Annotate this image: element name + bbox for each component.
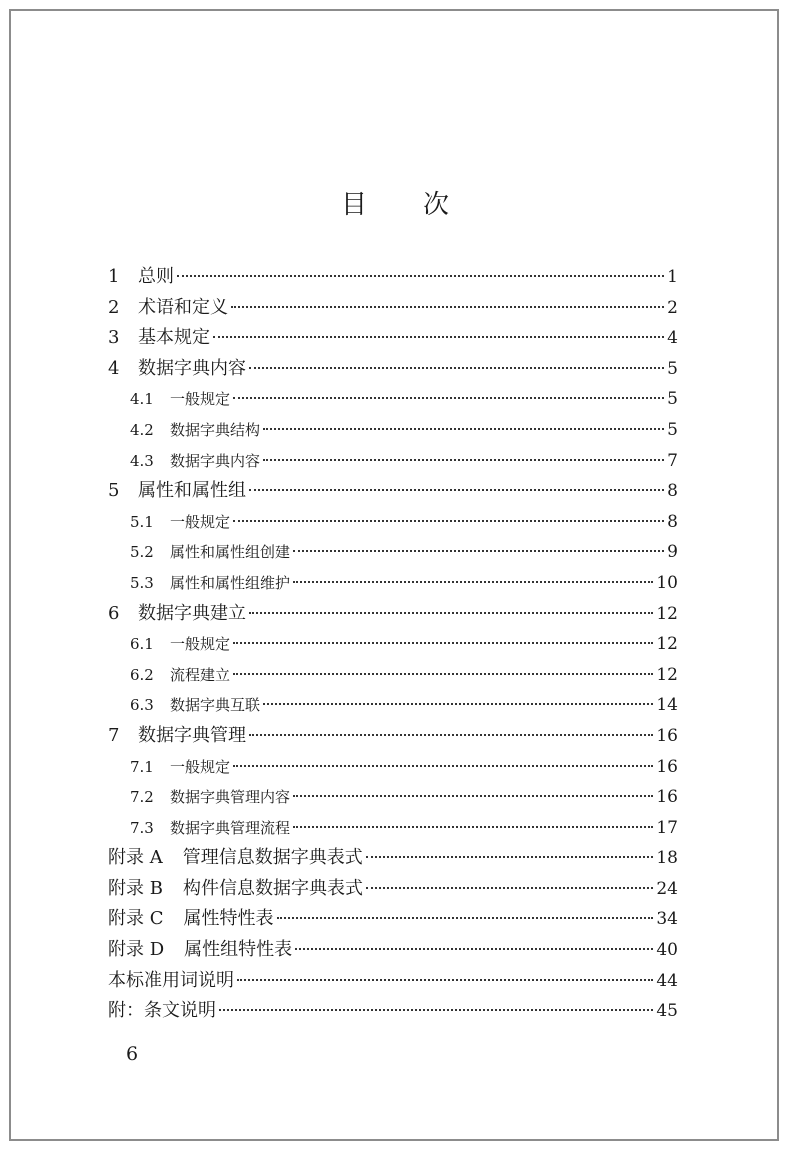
toc-entry[interactable] (108, 323, 678, 354)
toc-entry-label: 数据字典结构 (170, 420, 261, 439)
toc-entry-label: 一般规定 (170, 390, 231, 409)
toc-entry-number: 5.3 (130, 573, 154, 592)
toc-entry-label: 流程建立 (170, 665, 231, 684)
table-of-contents (108, 262, 678, 1027)
toc-leader-dots (233, 642, 653, 644)
toc-entry-page: 24 (656, 878, 678, 899)
toc-entry[interactable] (108, 599, 678, 630)
toc-entry-number: 4 (108, 357, 120, 379)
toc-entry-page: 16 (656, 787, 678, 808)
toc-entry-label: 附：条文说明 (108, 1000, 216, 1022)
toc-leader-dots (293, 826, 653, 828)
toc-entry-page: 17 (656, 817, 678, 838)
toc-entry[interactable] (108, 996, 678, 1027)
toc-leader-dots (219, 1009, 653, 1011)
toc-entry-label: 属性和属性组 (138, 480, 246, 502)
toc-entry[interactable] (108, 415, 678, 446)
toc-entry-number: 4.1 (130, 390, 154, 409)
toc-leader-dots (249, 734, 653, 736)
toc-entry-page: 16 (656, 725, 678, 746)
toc-entry-label: 数据字典互联 (170, 696, 261, 715)
toc-entry-number: 7.2 (130, 788, 154, 807)
toc-leader-dots (237, 979, 653, 981)
toc-entry-number: 5.2 (130, 543, 154, 562)
toc-entry[interactable] (108, 629, 678, 660)
toc-entry[interactable] (108, 721, 678, 752)
toc-leader-dots (366, 856, 654, 858)
toc-entry[interactable] (108, 568, 678, 599)
toc-entry-number: 7.1 (130, 757, 154, 776)
toc-entry-number: 附录 D (108, 939, 165, 961)
toc-entry[interactable] (108, 262, 678, 293)
toc-entry[interactable] (108, 935, 678, 966)
toc-entry[interactable] (108, 904, 678, 935)
toc-entry-label: 数据字典管理流程 (170, 818, 291, 837)
toc-entry-number: 1 (108, 266, 120, 287)
toc-entry-label: 总则 (138, 266, 174, 287)
toc-entry[interactable] (108, 384, 678, 415)
toc-leader-dots (233, 765, 653, 767)
toc-leader-dots (233, 397, 664, 399)
toc-entry-label: 数据字典管理内容 (170, 788, 291, 807)
toc-entry-number: 2 (108, 296, 120, 318)
toc-entry-label: 数据字典建立 (138, 602, 246, 624)
title-char-2: 次 (423, 190, 450, 220)
toc-leader-dots (249, 612, 653, 614)
toc-entry-page: 5 (667, 389, 678, 410)
toc-entry-number: 6.2 (130, 665, 154, 684)
toc-leader-dots (293, 550, 664, 552)
toc-entry-number: 5.1 (130, 512, 154, 531)
toc-leader-dots (213, 336, 664, 338)
toc-entry-page: 2 (667, 297, 678, 318)
toc-leader-dots (263, 459, 664, 461)
toc-entry-label: 本标准用词说明 (108, 969, 234, 991)
toc-entry-page: 12 (656, 664, 678, 685)
toc-entry-page: 14 (656, 695, 678, 716)
toc-entry[interactable] (108, 690, 678, 721)
toc-entry-number: 4.2 (130, 420, 154, 439)
toc-entry-label: 数据字典内容 (170, 451, 261, 470)
toc-entry[interactable] (108, 476, 678, 507)
toc-entry-number: 7.3 (130, 818, 154, 837)
toc-entry-number: 4.3 (130, 451, 154, 470)
toc-entry-page: 4 (667, 328, 678, 349)
toc-entry[interactable] (108, 293, 678, 324)
toc-entry-number: 附录 C (108, 908, 164, 930)
toc-entry-label: 术语和定义 (138, 296, 228, 318)
toc-leader-dots (177, 275, 664, 277)
toc-entry-page: 16 (656, 756, 678, 777)
toc-entry-page: 7 (667, 450, 678, 471)
toc-entry-number: 附录 A (108, 847, 163, 869)
toc-leader-dots (277, 917, 654, 919)
toc-entry-number: 6.1 (130, 635, 154, 654)
toc-entry-label: 基本规定 (138, 327, 210, 349)
toc-entry-page: 8 (667, 481, 678, 502)
toc-entry-number: 5 (108, 480, 120, 502)
toc-entry[interactable] (108, 446, 678, 477)
toc-entry-page: 34 (656, 909, 678, 930)
toc-leader-dots (249, 489, 664, 491)
toc-entry-page: 10 (656, 572, 678, 593)
toc-entry-number: 6 (108, 602, 120, 624)
footer-page-number: 6 (126, 1043, 139, 1065)
toc-entry-label: 属性组特性表 (184, 939, 293, 961)
toc-entry[interactable] (108, 782, 678, 813)
toc-entry-page: 9 (667, 542, 678, 563)
toc-entry-label: 属性特性表 (183, 908, 274, 930)
toc-entry-page: 1 (667, 267, 678, 287)
toc-entry-label: 构件信息数据字典表式 (182, 877, 363, 899)
toc-entry[interactable] (108, 843, 678, 874)
toc-leader-dots (233, 520, 664, 522)
toc-entry[interactable] (108, 354, 678, 385)
toc-leader-dots (249, 367, 664, 369)
toc-leader-dots (233, 673, 653, 675)
toc-entry[interactable] (108, 966, 678, 997)
toc-entry-label: 一般规定 (170, 512, 231, 531)
toc-entry-label: 数据字典管理 (138, 724, 246, 746)
toc-entry-number: 6.3 (130, 696, 154, 715)
title-char-1: 目 (340, 190, 367, 220)
toc-entry-label: 属性和属性组创建 (170, 543, 291, 562)
toc-entry-page: 12 (656, 603, 678, 624)
toc-leader-dots (366, 887, 653, 889)
toc-leader-dots (231, 306, 664, 308)
toc-leader-dots (293, 581, 653, 583)
toc-entry-number: 附录 B (108, 877, 163, 899)
toc-entry-label: 管理信息数据字典表式 (182, 847, 363, 869)
toc-entry-page: 40 (656, 940, 678, 961)
toc-entry-label: 属性和属性组维护 (170, 573, 291, 592)
toc-entry-page: 8 (667, 511, 678, 532)
toc-leader-dots (263, 428, 664, 430)
toc-entry[interactable] (108, 813, 678, 844)
toc-entry-label: 一般规定 (170, 757, 231, 776)
toc-leader-dots (295, 948, 653, 950)
page-title (0, 184, 790, 221)
toc-entry-number: 7 (108, 724, 120, 746)
toc-entry-page: 44 (656, 970, 678, 991)
toc-entry[interactable] (108, 537, 678, 568)
toc-entry-number: 3 (108, 327, 120, 349)
toc-entry-page: 45 (656, 1001, 678, 1022)
toc-entry[interactable] (108, 507, 678, 538)
toc-entry[interactable] (108, 660, 678, 691)
toc-leader-dots (263, 703, 653, 705)
toc-leader-dots (293, 795, 653, 797)
toc-entry-page: 5 (667, 358, 678, 379)
toc-entry[interactable] (108, 752, 678, 783)
toc-entry-page: 12 (656, 634, 678, 655)
toc-entry-page: 18 (656, 848, 678, 869)
toc-entry-label: 数据字典内容 (138, 357, 246, 379)
toc-entry-label: 一般规定 (170, 635, 231, 654)
toc-entry[interactable] (108, 874, 678, 905)
toc-entry-page: 5 (667, 419, 678, 440)
